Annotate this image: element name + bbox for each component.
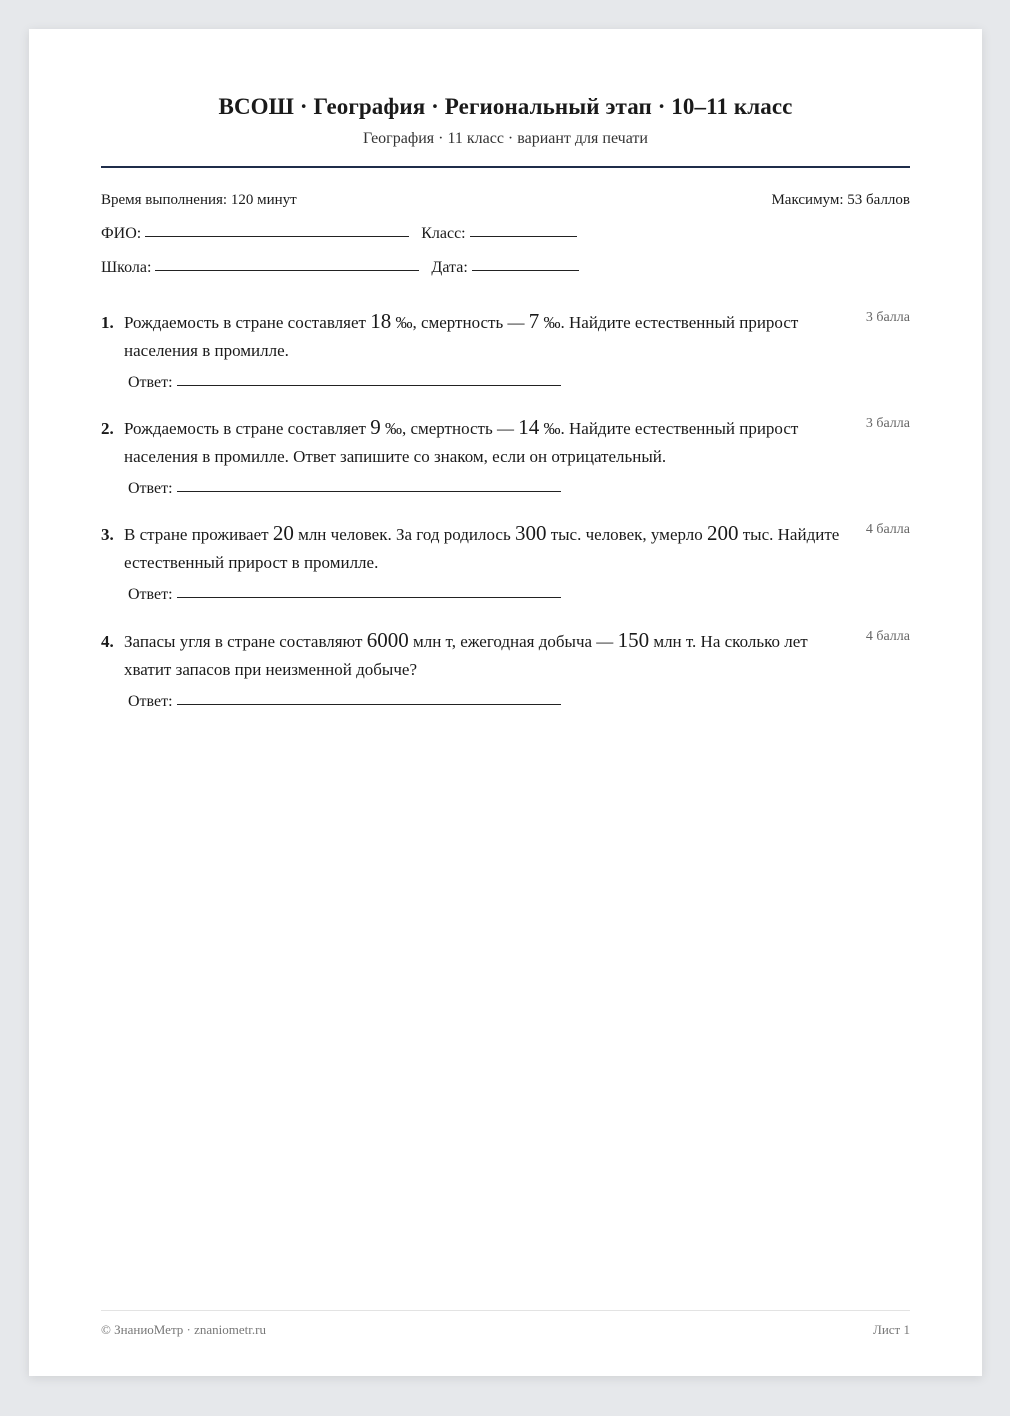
- date-field[interactable]: [472, 269, 579, 271]
- text-part: млн человек. За год родилось: [293, 525, 515, 544]
- school-label: Школа:: [101, 259, 152, 276]
- max-score: Максимум: 53 баллов: [771, 192, 910, 208]
- question-points: 3 балла: [865, 416, 910, 431]
- question-number: 3.: [101, 525, 114, 544]
- question-number: 2.: [101, 419, 114, 438]
- number-value: 6000: [366, 628, 409, 652]
- footer-page-number: Лист 1: [873, 1322, 910, 1337]
- text-part: ‰. Найдите естественный прирост населения в промилле.: [124, 313, 799, 360]
- meta-row: [101, 192, 910, 209]
- answer-label: Ответ:: [128, 586, 173, 603]
- question-points: 3 балла: [865, 310, 910, 325]
- number-value: 200: [707, 521, 739, 545]
- answer-field[interactable]: [177, 384, 561, 386]
- question-text: [124, 519, 854, 577]
- text-part: ‰. Найдите естественный прирост населения в промилле. Ответ запишите со знаком, если он отрицательный.: [124, 419, 799, 466]
- answer-row: [128, 586, 561, 604]
- number-value: 150: [617, 628, 650, 652]
- footer-copyright: © ЗнаниоМетр · znaniometr.ru: [101, 1322, 266, 1337]
- text-part: млн т. На сколько лет хватит запасов при неизменной добыче?: [124, 632, 808, 679]
- page-title: ВСОШ · География · Региональный этап · 10–11 класс: [218, 94, 793, 119]
- number-value: 18: [370, 309, 392, 333]
- exam-sheet: [29, 29, 982, 1376]
- text-part: Рождаемость в стране составляет: [124, 419, 371, 438]
- fio-label: ФИО:: [101, 225, 142, 242]
- question-text: [124, 626, 854, 684]
- text-part: ‰, смертность —: [391, 313, 529, 332]
- date-label: Дата:: [431, 259, 468, 276]
- text-part: В стране проживает: [124, 525, 273, 544]
- page-subtitle: География · 11 класс · вариант для печати: [363, 130, 648, 147]
- answer-row: [128, 693, 561, 711]
- time-limit: Время выполнения: 120 минут: [101, 192, 297, 208]
- school-field[interactable]: [155, 269, 419, 271]
- answer-row: [128, 480, 561, 498]
- question-points: 4 балла: [865, 522, 910, 537]
- answer-field[interactable]: [177, 490, 561, 492]
- question-points: 4 балла: [865, 629, 910, 644]
- fio-class-row: [101, 225, 577, 243]
- text-part: ‰, смертность —: [380, 419, 519, 438]
- number-value: 9: [370, 415, 381, 439]
- answer-row: [128, 374, 561, 392]
- question-text: [124, 413, 854, 471]
- footer-divider: [101, 1310, 910, 1311]
- number-value: 20: [272, 521, 294, 545]
- answer-field[interactable]: [177, 703, 561, 705]
- fio-field[interactable]: [145, 235, 409, 237]
- answer-label: Ответ:: [128, 693, 173, 710]
- number-value: 7: [528, 309, 540, 333]
- number-value: 14: [518, 415, 540, 439]
- answer-label: Ответ:: [128, 374, 173, 391]
- text-part: Рождаемость в стране составляет: [124, 313, 371, 332]
- text-part: тыс. Найдите естественный прирост в промилле.: [124, 525, 840, 572]
- class-field[interactable]: [470, 235, 577, 237]
- school-date-row: [101, 259, 579, 277]
- text-part: Запасы угля в стране составляют: [124, 632, 367, 651]
- question-number: 1.: [101, 313, 114, 332]
- question-number: 4.: [101, 632, 114, 651]
- question-text: [124, 307, 854, 365]
- answer-label: Ответ:: [128, 480, 173, 497]
- text-part: млн т, ежегодная добыча —: [408, 632, 618, 651]
- class-label: Класс:: [421, 225, 466, 242]
- answer-field[interactable]: [177, 596, 561, 598]
- header-divider: [101, 166, 910, 168]
- text-part: тыс. человек, умерло: [546, 525, 707, 544]
- number-value: 300: [514, 521, 547, 545]
